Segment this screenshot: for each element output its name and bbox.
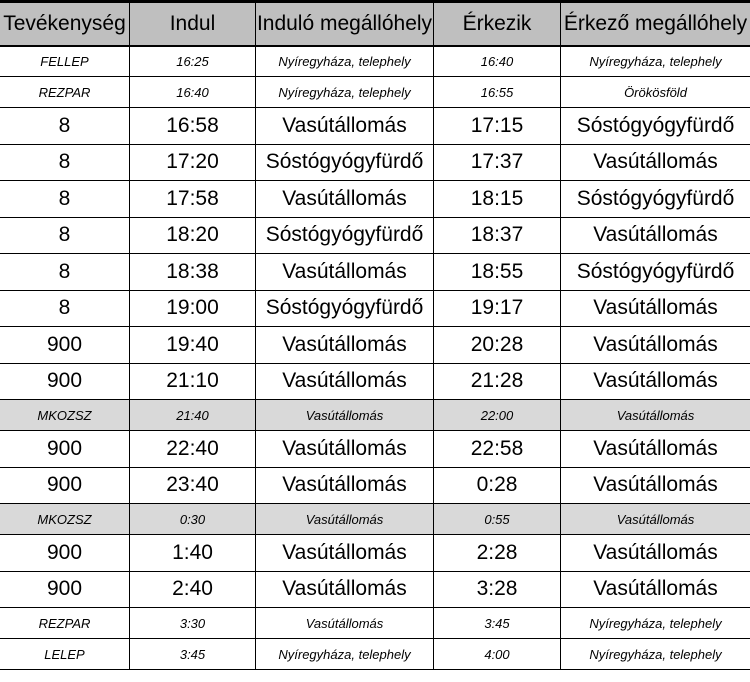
cell-arrives: 22:00 (434, 400, 561, 430)
cell-activity: LELEP (0, 639, 130, 669)
header-activity: Tevékenység (0, 3, 130, 45)
header-arrival-stop: Érkező megállóhely (563, 12, 748, 35)
cell-arrives: 19:17 (434, 291, 561, 327)
cell-departure-stop: Vasútállomás (256, 504, 434, 534)
cell-activity: 8 (0, 254, 130, 290)
cell-departs: 3:45 (130, 639, 256, 669)
cell-arrival-stop: Vasútállomás (593, 473, 718, 497)
cell-departure-stop: Sóstógyógyfürdő (256, 218, 434, 254)
cell-activity: 900 (0, 572, 130, 608)
cell-departs: 19:40 (130, 327, 256, 363)
header-arrives: Érkezik (434, 3, 561, 45)
cell-activity: MKOZSZ (0, 400, 130, 430)
cell-activity: 900 (0, 364, 130, 400)
cell-arrives: 0:55 (434, 504, 561, 534)
table-row (0, 327, 750, 364)
table-row (0, 572, 750, 609)
cell-departure-stop: Vasútállomás (256, 608, 434, 638)
cell-departs: 18:38 (130, 254, 256, 290)
cell-arrives: 18:15 (434, 181, 561, 217)
cell-arrives: 22:58 (434, 431, 561, 467)
cell-departs: 17:20 (130, 145, 256, 181)
table-row (0, 218, 750, 255)
cell-departs: 21:40 (130, 400, 256, 430)
cell-arrival-stop: Vasútállomás (616, 407, 695, 423)
cell-departure-stop: Vasútállomás (256, 535, 434, 571)
cell-arrives: 20:28 (434, 327, 561, 363)
cell-departure-stop: Vasútállomás (256, 181, 434, 217)
cell-arrives: 16:40 (434, 47, 561, 76)
cell-arrival-stop: Vasútállomás (593, 332, 718, 356)
cell-departs: 0:30 (130, 504, 256, 534)
table-header (0, 3, 750, 47)
cell-activity: FELLEP (0, 47, 130, 76)
cell-departs: 16:58 (130, 108, 256, 144)
cell-departs: 21:10 (130, 364, 256, 400)
cell-arrives: 3:28 (434, 572, 561, 608)
cell-activity: 900 (0, 468, 130, 504)
table-row (0, 364, 750, 401)
cell-arrival-stop: Sóstógyógyfürdő (576, 113, 735, 137)
cell-activity: 8 (0, 291, 130, 327)
table-row (0, 400, 750, 431)
table-row (0, 108, 750, 145)
cell-arrives: 18:55 (434, 254, 561, 290)
cell-activity: 8 (0, 181, 130, 217)
cell-departs: 23:40 (130, 468, 256, 504)
table-row (0, 608, 750, 639)
cell-arrival-stop: Nyíregyháza, telephely (589, 54, 722, 69)
header-departure-stop: Induló megállóhely (256, 3, 434, 45)
cell-activity: 8 (0, 145, 130, 181)
cell-departs: 17:58 (130, 181, 256, 217)
cell-departure-stop: Nyíregyháza, telephely (256, 639, 434, 669)
cell-activity: MKOZSZ (0, 504, 130, 534)
cell-arrives: 21:28 (434, 364, 561, 400)
cell-departs: 3:30 (130, 608, 256, 638)
cell-arrives: 16:55 (434, 77, 561, 107)
cell-departs: 22:40 (130, 431, 256, 467)
cell-arrival-stop: Vasútállomás (593, 540, 718, 564)
cell-activity: 900 (0, 327, 130, 363)
cell-departs: 16:25 (130, 47, 256, 76)
cell-departure-stop: Vasútállomás (256, 254, 434, 290)
cell-arrives: 17:15 (434, 108, 561, 144)
cell-arrival-stop: Vasútállomás (593, 577, 718, 601)
cell-activity: 8 (0, 218, 130, 254)
table-row (0, 468, 750, 505)
cell-arrives: 17:37 (434, 145, 561, 181)
cell-arrival-stop: Sóstógyógyfürdő (576, 259, 735, 283)
cell-arrival-stop: Vasútállomás (593, 436, 718, 460)
cell-activity: REZPAR (0, 77, 130, 107)
cell-arrival-stop: Vasútállomás (593, 223, 718, 247)
cell-departs: 18:20 (130, 218, 256, 254)
cell-departure-stop: Sóstógyógyfürdő (256, 145, 434, 181)
cell-arrival-stop: Vasútállomás (616, 511, 695, 527)
cell-departs: 1:40 (130, 535, 256, 571)
table-row (0, 431, 750, 468)
schedule-table-body (0, 47, 750, 670)
table-row (0, 77, 750, 108)
cell-arrives: 2:28 (434, 535, 561, 571)
cell-departure-stop: Vasútállomás (256, 468, 434, 504)
table-row (0, 504, 750, 535)
table-row (0, 47, 750, 77)
cell-departure-stop: Sóstógyógyfürdő (256, 291, 434, 327)
cell-arrival-stop: Nyíregyháza, telephely (589, 646, 722, 662)
cell-activity: 8 (0, 108, 130, 144)
header-departs: Indul (130, 3, 256, 45)
cell-activity: REZPAR (0, 608, 130, 638)
table-row (0, 254, 750, 291)
table-row (0, 291, 750, 328)
cell-departure-stop: Nyíregyháza, telephely (256, 47, 434, 76)
cell-departs: 2:40 (130, 572, 256, 608)
cell-departure-stop: Vasútállomás (256, 431, 434, 467)
cell-departs: 19:00 (130, 291, 256, 327)
table-row (0, 145, 750, 182)
cell-departure-stop: Vasútállomás (256, 400, 434, 430)
cell-departure-stop: Nyíregyháza, telephely (256, 77, 434, 107)
cell-arrival-stop: Vasútállomás (593, 296, 718, 320)
cell-arrival-stop: Vasútállomás (593, 150, 718, 174)
cell-departure-stop: Vasútállomás (256, 364, 434, 400)
cell-activity: 900 (0, 431, 130, 467)
table-row (0, 535, 750, 572)
cell-arrival-stop: Nyíregyháza, telephely (589, 615, 722, 631)
table-row (0, 639, 750, 670)
cell-arrival-stop: Vasútállomás (593, 369, 718, 393)
cell-arrives: 4:00 (434, 639, 561, 669)
cell-arrival-stop: Sóstógyógyfürdő (576, 186, 735, 210)
cell-arrives: 0:28 (434, 468, 561, 504)
cell-arrives: 18:37 (434, 218, 561, 254)
cell-departure-stop: Vasútállomás (256, 108, 434, 144)
cell-departure-stop: Vasútállomás (256, 572, 434, 608)
cell-arrives: 3:45 (434, 608, 561, 638)
cell-activity: 900 (0, 535, 130, 571)
cell-departure-stop: Vasútállomás (256, 327, 434, 363)
table-row (0, 181, 750, 218)
cell-departs: 16:40 (130, 77, 256, 107)
cell-arrival-stop: Örökösföld (624, 84, 687, 100)
